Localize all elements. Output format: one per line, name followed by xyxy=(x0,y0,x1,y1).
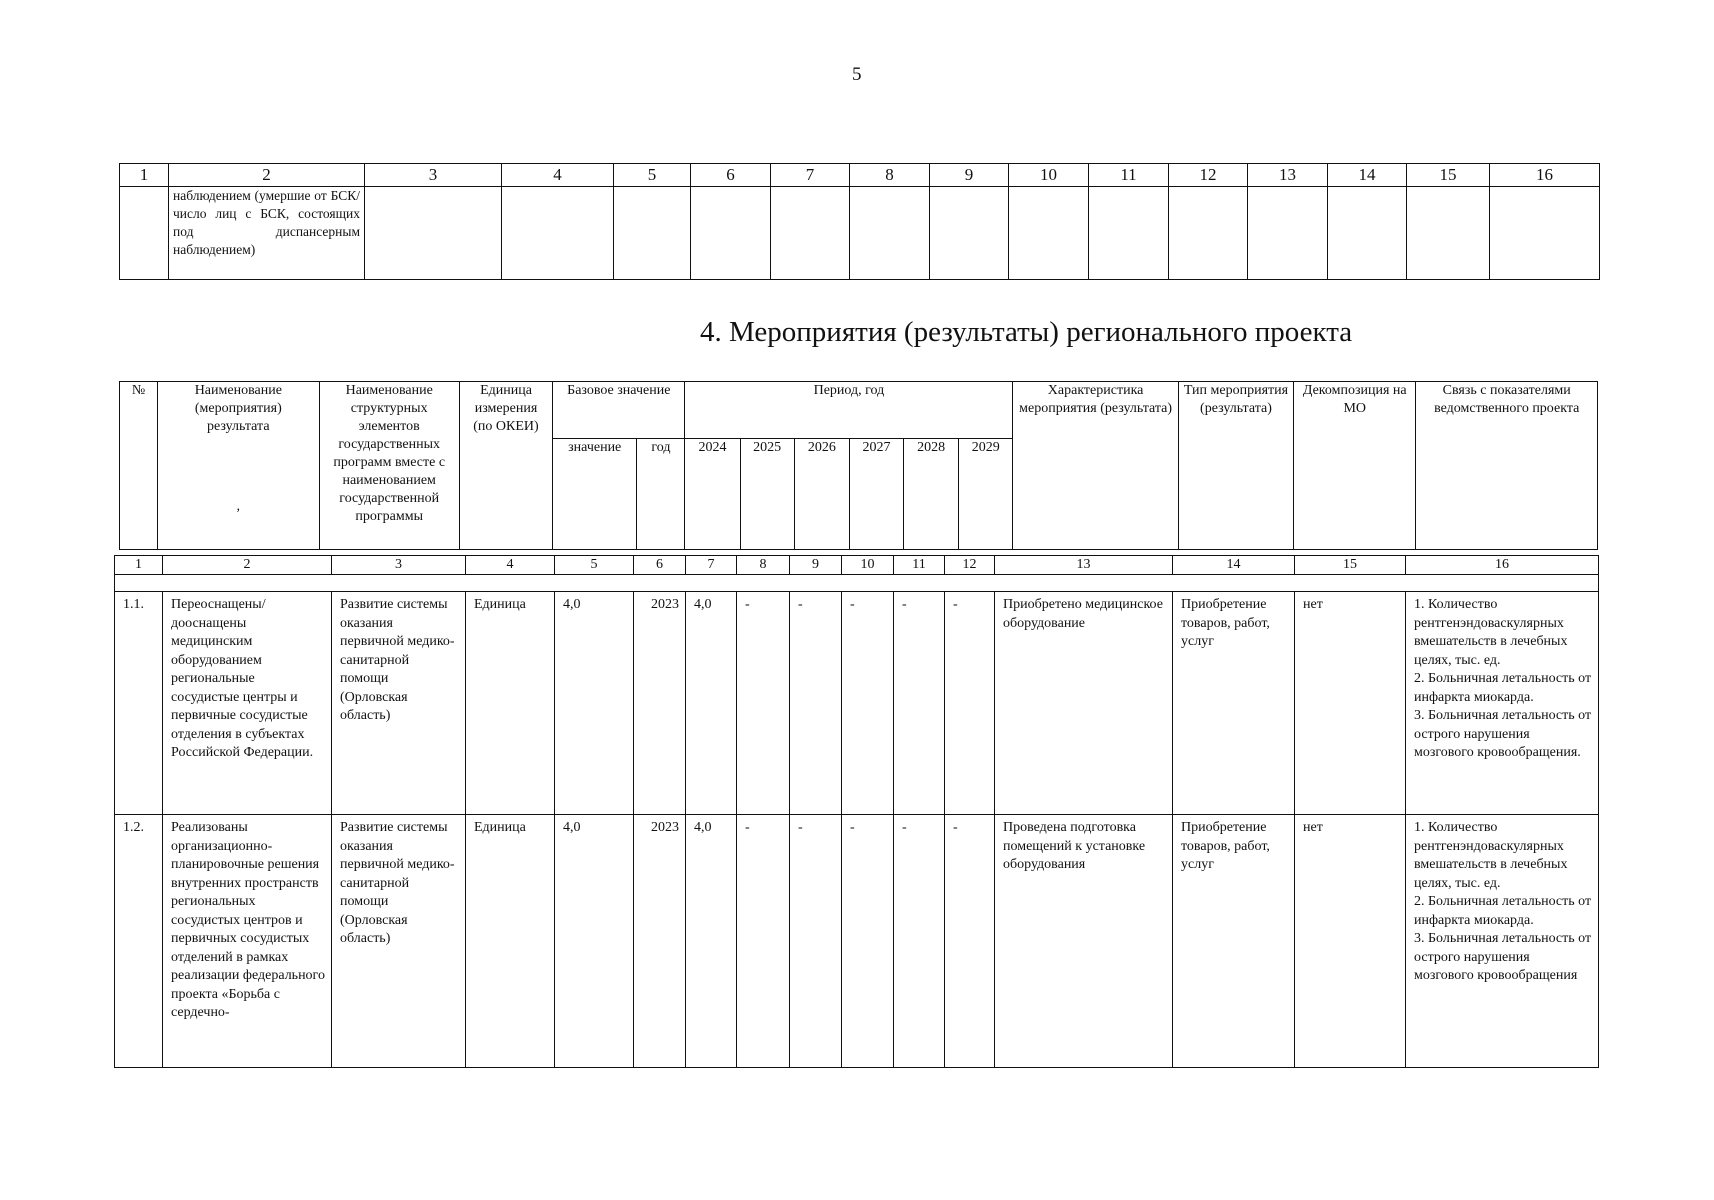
row-base-year: 2023 xyxy=(634,815,686,1068)
header-table xyxy=(119,381,1598,550)
col-num: 6 xyxy=(691,164,771,187)
header-period: Период, год xyxy=(685,382,1013,439)
header-year: 2029 xyxy=(959,439,1013,550)
table-row xyxy=(115,592,1599,815)
header-unit: Единица измерения (по ОКЕИ) xyxy=(459,382,552,550)
header-name xyxy=(158,382,319,550)
col-num: 11 xyxy=(894,556,945,575)
header-name-mark: , xyxy=(236,499,241,514)
row-link: 1. Количество рентгенэндоваскулярных вмешательств в лечебных целях, тыс. ед. 2. Больничная летальность от инфаркта миокарда. 3. Больничная летальность от острого нарушения мозгового кровообращения xyxy=(1406,815,1599,1068)
col-num: 1 xyxy=(120,164,169,187)
header-type: Тип мероприятия (результата) xyxy=(1178,382,1293,550)
col-num: 12 xyxy=(1169,164,1248,187)
row-y2024: 4,0 xyxy=(686,815,737,1068)
col-num: 14 xyxy=(1328,164,1407,187)
col-num: 13 xyxy=(1248,164,1328,187)
col-num: 8 xyxy=(850,164,930,187)
row-decomposition: нет xyxy=(1295,815,1406,1068)
header-base-year: год xyxy=(637,439,685,550)
col-num: 9 xyxy=(930,164,1009,187)
row-unit: Единица xyxy=(466,815,555,1068)
col-num: 3 xyxy=(332,556,466,575)
col-num: 15 xyxy=(1295,556,1406,575)
row-unit: Единица xyxy=(466,592,555,815)
col-num: 7 xyxy=(771,164,850,187)
column-number-row xyxy=(120,164,1600,187)
continued-table xyxy=(119,163,1600,280)
col-num: 10 xyxy=(1009,164,1089,187)
header-decomposition: Декомпозиция на МО xyxy=(1294,382,1416,550)
col-num: 15 xyxy=(1407,164,1490,187)
continued-text: наблюдением (умершие от БСК/ число лиц с БСК, состоящих под диспансерным наблюдением) xyxy=(169,187,365,280)
results-table xyxy=(114,555,1599,1068)
row-y2029: - xyxy=(945,592,995,815)
row-y2025: - xyxy=(737,815,790,1068)
col-num: 3 xyxy=(365,164,502,187)
col-num: 5 xyxy=(614,164,691,187)
row-y2026: - xyxy=(790,592,842,815)
header-name-text: Наименование (мероприятия) результата xyxy=(194,383,282,434)
header-link: Связь с показателями ведомственного проекта xyxy=(1416,382,1598,550)
col-num: 7 xyxy=(686,556,737,575)
table-row xyxy=(115,815,1599,1068)
section-title: 4. Мероприятия (результаты) регионального проекта xyxy=(700,316,1353,348)
col-num: 2 xyxy=(163,556,332,575)
row-y2025: - xyxy=(737,592,790,815)
row-decomposition: нет xyxy=(1295,592,1406,815)
table-row xyxy=(120,187,1600,280)
row-y2027: - xyxy=(842,815,894,1068)
col-num: 16 xyxy=(1490,164,1600,187)
row-no: 1.1. xyxy=(115,592,163,815)
row-y2028: - xyxy=(894,815,945,1068)
header-year: 2027 xyxy=(849,439,903,550)
header-row xyxy=(120,382,1598,439)
col-num: 4 xyxy=(466,556,555,575)
page-number: 5 xyxy=(852,64,862,85)
row-base-value: 4,0 xyxy=(555,592,634,815)
col-num: 10 xyxy=(842,556,894,575)
header-year: 2024 xyxy=(685,439,740,550)
row-structural: Развитие системы оказания первичной медико-санитарной помощи (Орловская область) xyxy=(332,592,466,815)
row-y2026: - xyxy=(790,815,842,1068)
col-num: 6 xyxy=(634,556,686,575)
col-num: 5 xyxy=(555,556,634,575)
row-type: Приобретение товаров, работ, услуг xyxy=(1173,815,1295,1068)
col-num: 14 xyxy=(1173,556,1295,575)
col-num: 1 xyxy=(115,556,163,575)
row-y2024: 4,0 xyxy=(686,592,737,815)
row-y2028: - xyxy=(894,592,945,815)
header-year: 2026 xyxy=(794,439,849,550)
row-type: Приобретение товаров, работ, услуг xyxy=(1173,592,1295,815)
row-name: Реализованы организационно-планировочные решения внутренних пространств региональных сосудистых центров и первичных сосудистых отделений в рамках реализации федерального проекта «Борьба с сердечно- xyxy=(163,815,332,1068)
row-no: 1.2. xyxy=(115,815,163,1068)
col-num: 2 xyxy=(169,164,365,187)
header-year: 2028 xyxy=(904,439,959,550)
row-y2027: - xyxy=(842,592,894,815)
col-num: 9 xyxy=(790,556,842,575)
header-structural: Наименование структурных элементов государственных программ вместе с наименованием государственной программы xyxy=(319,382,459,550)
header-base-value: значение xyxy=(553,439,637,550)
col-num: 16 xyxy=(1406,556,1599,575)
column-number-row xyxy=(115,556,1599,575)
row-link: 1. Количество рентгенэндоваскулярных вмешательств в лечебных целях, тыс. ед. 2. Больничная летальность от инфаркта миокарда. 3. Больничная летальность от острого нарушения мозгового кровообращения. xyxy=(1406,592,1599,815)
col-num: 12 xyxy=(945,556,995,575)
row-base-year: 2023 xyxy=(634,592,686,815)
header-base: Базовое значение xyxy=(553,382,685,439)
col-num: 4 xyxy=(502,164,614,187)
row-base-value: 4,0 xyxy=(555,815,634,1068)
col-num: 13 xyxy=(995,556,1173,575)
row-name: Переоснащены/дооснащены медицинским оборудованием региональные сосудистые центры и первичные сосудистые отделения в субъектах Российской Федерации. xyxy=(163,592,332,815)
header-year: 2025 xyxy=(740,439,794,550)
row-characteristic: Проведена подготовка помещений к установке оборудования xyxy=(995,815,1173,1068)
col-num: 8 xyxy=(737,556,790,575)
header-characteristic: Характеристика мероприятия (результата) xyxy=(1013,382,1178,550)
row-structural: Развитие системы оказания первичной медико-санитарной помощи (Орловская область) xyxy=(332,815,466,1068)
row-characteristic: Приобретено медицинское оборудование xyxy=(995,592,1173,815)
row-y2029: - xyxy=(945,815,995,1068)
col-num: 11 xyxy=(1089,164,1169,187)
spacer-row xyxy=(115,575,1599,592)
header-no: № xyxy=(120,382,158,550)
